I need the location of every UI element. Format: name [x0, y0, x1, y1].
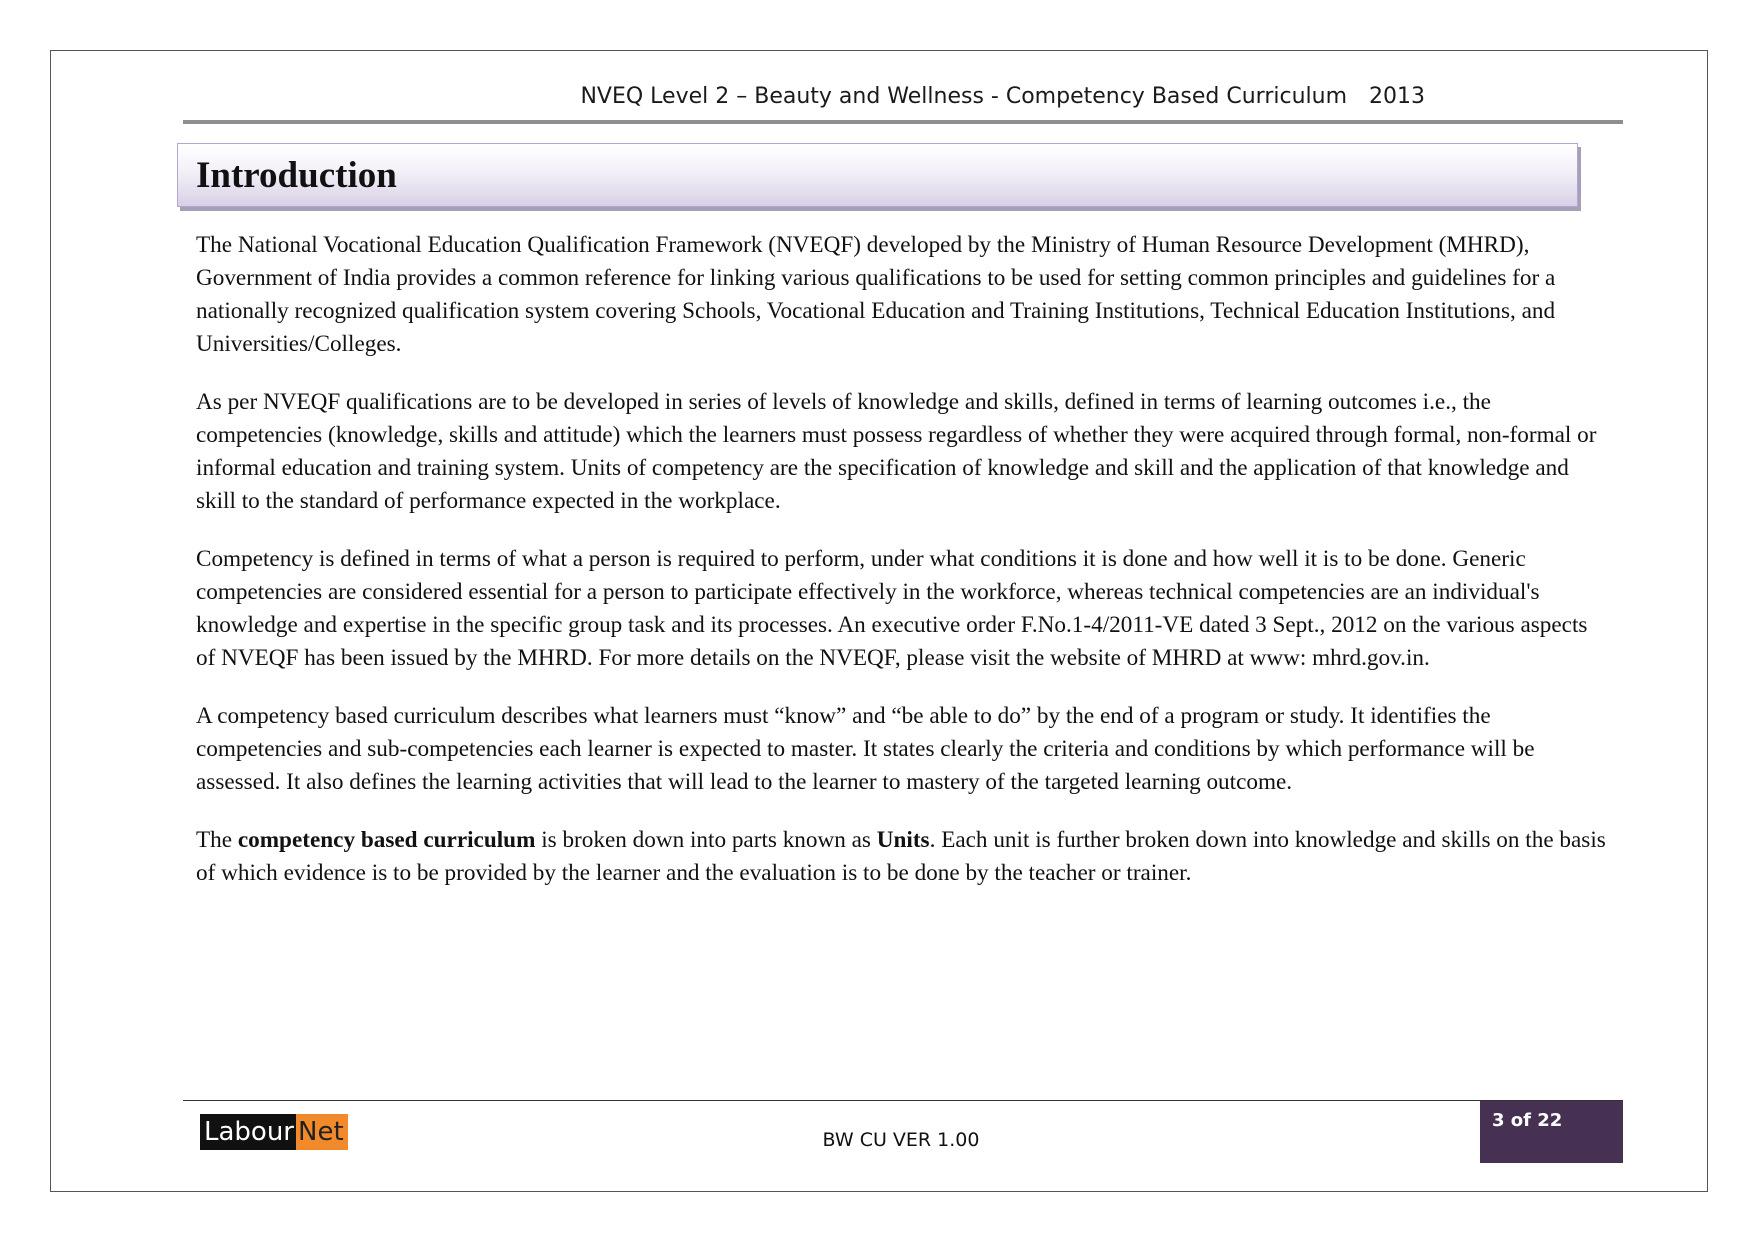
paragraph-4: A competency based curriculum describes what learners must “know” and “be able to do” by the end of a program or study. It identifies the competencies and sub-competencies each learner is expected to master. It states clearly the criteria and conditions by which performance will be assessed. It also defines the learning activities that will lead to the learner to mastery of the targeted learning outcome.	[196, 703, 1535, 795]
p5-bold-2: Units	[876, 827, 930, 853]
p5-bold-1: competency based curriculum	[237, 827, 536, 853]
page-number: 3 of 22	[1492, 1110, 1563, 1131]
section-title: Introduction	[196, 155, 397, 196]
page-number-badge	[1480, 1101, 1623, 1163]
p5-text-3: . Each unit is further broken down into knowledge and skills on the basis of which evidence is to be provided by the learner and the evaluation is to be done by the teacher or trainer.	[196, 827, 1606, 886]
footer-rule	[183, 1100, 1623, 1101]
section-heading-box	[177, 143, 1578, 207]
logo-part-labour: Labour	[200, 1114, 296, 1150]
body-text	[196, 229, 1611, 915]
paragraph-5	[196, 824, 1611, 890]
header-year: 2013	[1369, 83, 1425, 109]
p5-text-2: is broken down into parts known as	[535, 827, 877, 853]
header-title: NVEQ Level 2 – Beauty and Wellness - Competency Based Curriculum	[580, 83, 1347, 109]
header-rule	[183, 120, 1623, 124]
paragraph-2: As per NVEQF qualifications are to be developed in series of levels of knowledge and skills, defined in terms of learning outcomes i.e., the competencies (knowledge, skills and attitude) which the learners must possess regardless of whether they were acquired through formal, non-formal or informal education and training system. Units of competency are the specification of knowledge and skill and the application of that knowledge and skill to the standard of performance expected in the workplace.	[196, 389, 1597, 514]
logo-part-net: Net	[296, 1114, 348, 1150]
paragraph-1: The National Vocational Education Qualification Framework (NVEQF) developed by the Ministry of Human Resource Development (MHRD), Government of India provides a common reference for linking various qualifications to be used for setting common principles and guidelines for a nationally recognized qualification system covering Schools, Vocational Education and Training Institutions, Technical Education Institutions, and Universities/Colleges.	[196, 232, 1556, 357]
p5-text-1: The	[196, 827, 238, 853]
paragraph-3: Competency is defined in terms of what a person is required to perform, under what conditions it is done and how well it is to be done. Generic competencies are considered essential for a person to participate effectively in the workforce, whereas technical competencies are an individual's knowledge and expertise in the specific group task and its processes. An executive order F.No.1-4/2011-VE dated 3 Sept., 2012 on the various aspects of NVEQF has been issued by the MHRD. For more details on the NVEQF, please visit the website of MHRD at www: mhrd.gov.in.	[196, 546, 1588, 671]
footer-version: BW CU VER 1.00	[822, 1129, 980, 1151]
running-header	[580, 80, 1435, 112]
